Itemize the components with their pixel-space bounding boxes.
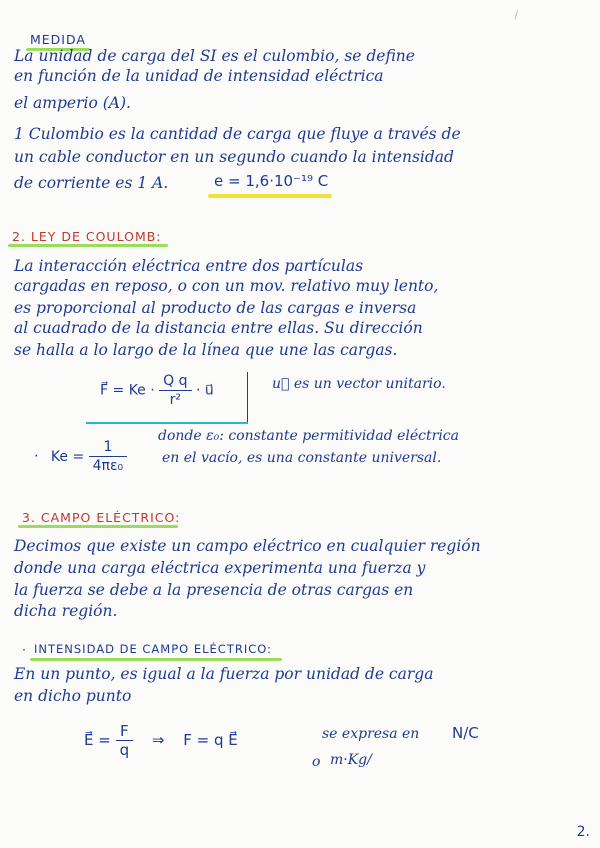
coulomb-line-4: al cuadrado de la distancia entre ellas. Su dirección (14, 319, 423, 337)
ke-fraction (89, 438, 128, 475)
section-campo-title: 3. CAMPO ELÉCTRICO: (22, 510, 181, 525)
electron-charge-value: e = 1,6·10⁻¹⁹ C (214, 172, 329, 190)
units-value: N/C (452, 724, 479, 742)
electron-charge-highlight (208, 194, 332, 198)
unit-vector-note: u⃗ es un vector unitario. (272, 376, 446, 392)
coulomb-def-line-3: de corriente es 1 A. (14, 174, 169, 192)
ke-numerator: 1 (89, 438, 128, 457)
implies-arrow: ⇒ (151, 731, 165, 749)
corner-mark: / (514, 10, 518, 21)
campo-line-1: Decimos que existe un campo eléctrico en cualquier región (14, 537, 481, 555)
campo-line-2: donde una carga eléctrica experimenta una fuerza y (14, 559, 426, 577)
formula-box-right (247, 372, 248, 422)
campo-line-4: dicha región. (14, 602, 118, 620)
ke-denominator: 4πε₀ (92, 458, 124, 474)
field-formula (84, 722, 238, 759)
coulomb-highlight (8, 244, 168, 247)
campo-highlight (18, 525, 178, 528)
unit-vector-term: · u⃗ (195, 382, 214, 399)
force-vector: F⃗ (100, 382, 109, 399)
medida-line-2: en función de la unidad de intensidad eléctrica (14, 67, 384, 85)
coulomb-formula (100, 372, 214, 409)
medida-line-3: el amperio (A). (14, 94, 131, 112)
intensidad-title: INTENSIDAD DE CAMPO ELÉCTRICO: (34, 642, 272, 656)
medida-line-1: La unidad de carga del SI es el culombio, se define (14, 47, 415, 65)
ke-desc-1: donde ε₀: constante permitividad eléctrica (158, 428, 459, 444)
coulomb-line-1: La interacción eléctrica entre dos partículas (14, 257, 364, 275)
campo-line-3: la fuerza se debe a la presencia de otras cargas en (14, 581, 414, 599)
formula-underline (86, 422, 248, 424)
page-number: 2. (576, 824, 590, 840)
force-from-field: F = q E⃗ (183, 731, 238, 749)
field-vector: E⃗ = (84, 731, 111, 749)
equals-sign: = (112, 382, 125, 399)
section-coulomb-title: 2. LEY DE COULOMB: (12, 229, 162, 244)
field-numerator: F (116, 722, 134, 741)
coulomb-def-line-2: un cable conductor en un segundo cuando la intensidad (14, 148, 454, 166)
coulomb-line-3: es proporcional al producto de las cargas e inversa (14, 299, 417, 317)
fraction-numerator: Q q (159, 372, 191, 391)
coulomb-line-5: se halla a lo largo de la línea que une las cargas. (14, 341, 398, 359)
ke-definition (34, 438, 127, 475)
intensidad-line-2: en dicho punto (14, 687, 132, 705)
fraction-denominator: r² (169, 392, 182, 408)
charge-fraction (159, 372, 191, 409)
intensidad-highlight (30, 658, 282, 661)
alt-units: m·Kg/ (330, 752, 372, 768)
ke-constant: Ke · (128, 382, 155, 399)
field-denominator: q (119, 741, 130, 759)
bullet: · (34, 448, 39, 465)
coulomb-line-2: cargadas en reposo, o con un mov. relativo muy lento, (14, 277, 439, 295)
intensidad-line-1: En un punto, es igual a la fuerza por unidad de carga (14, 665, 434, 683)
alt-units-prefix: o (312, 754, 321, 770)
coulomb-def-line-1: 1 Culombio es la cantidad de carga que fluye a través de (14, 125, 461, 143)
field-fraction (116, 722, 134, 759)
units-text: se expresa en (322, 726, 420, 742)
ke-desc-2: en el vacío, es una constante universal. (162, 450, 442, 466)
ke-lhs: Ke = (50, 448, 85, 465)
intensidad-bullet: · (22, 642, 27, 657)
section-medida-title: MEDIDA (30, 32, 86, 47)
